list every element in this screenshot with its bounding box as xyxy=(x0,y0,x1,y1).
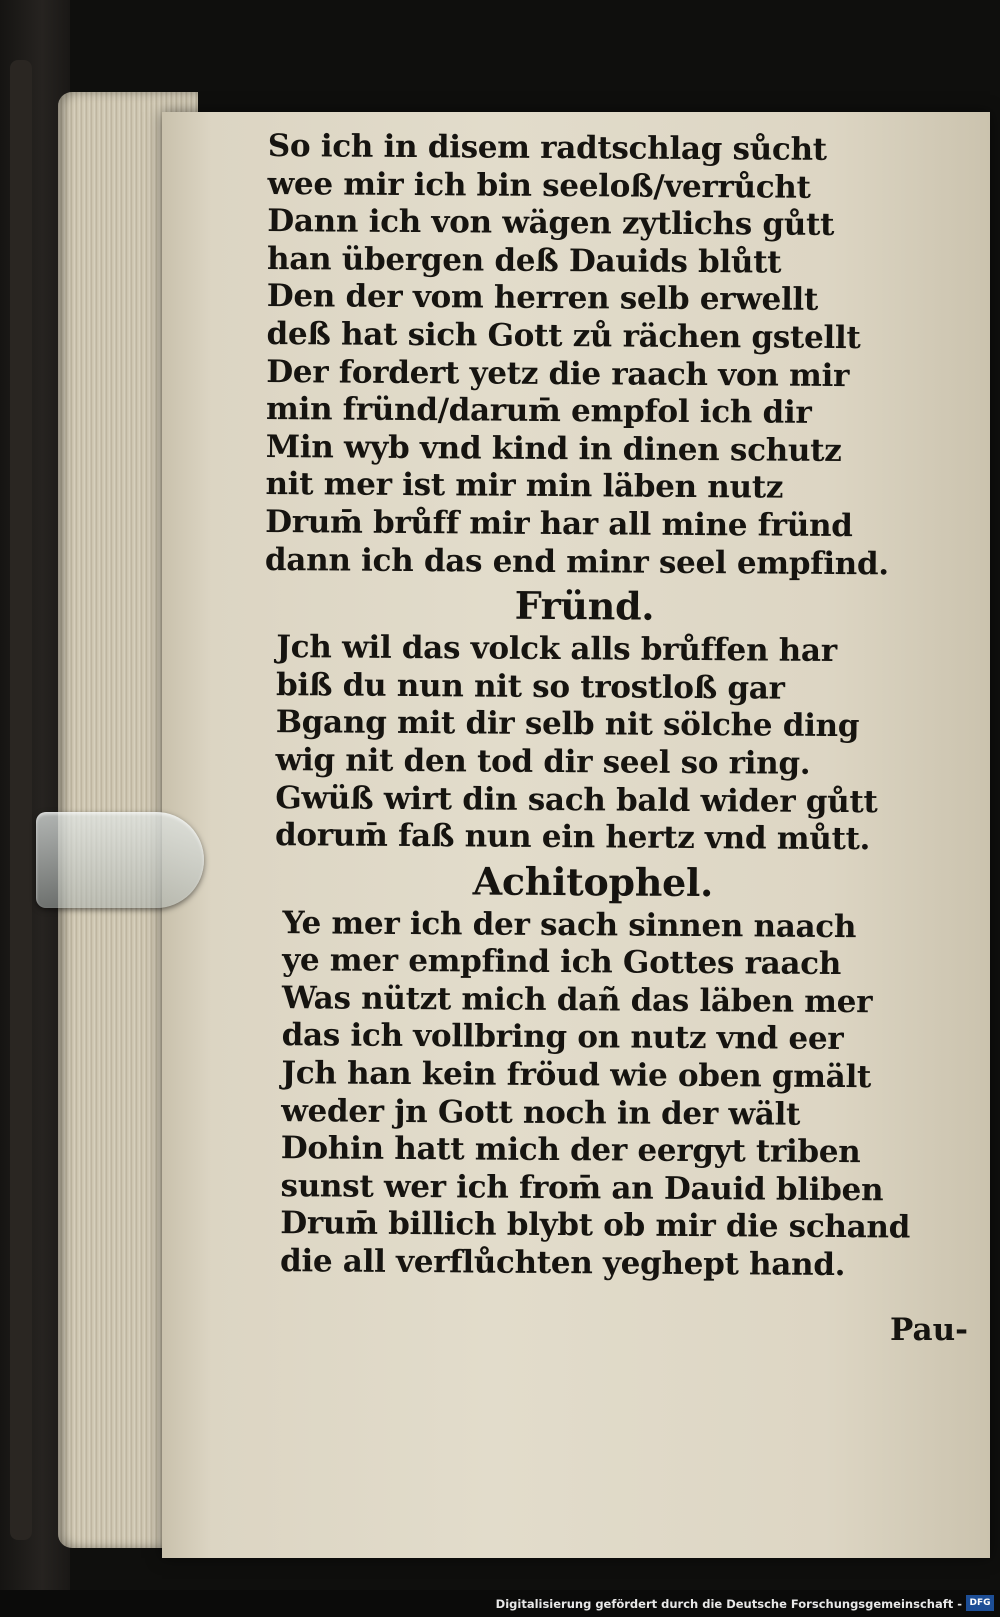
stanza-2 xyxy=(263,629,878,859)
verse-line: dann ich das end minr seel empfind. xyxy=(264,541,889,582)
verse-line: Bgang mit dir selb nit sölche ding xyxy=(275,704,860,745)
verse-line: Dann ich von wägen zytlichs gůtt xyxy=(267,203,835,244)
speaker-heading-achitophel: Achitophel. xyxy=(472,858,714,905)
spine-rod xyxy=(10,60,32,1540)
dfg-logo: DFG xyxy=(966,1595,994,1611)
verse-line: ye mer empfind ich Gottes raach xyxy=(282,942,842,983)
verse-line: Drum̄ brůff mir har all mine fründ xyxy=(265,503,853,545)
verse-line: min fründ/darum̄ empfol ich dir xyxy=(265,391,812,431)
verse-line: die all verflůchten yeghept hand. xyxy=(279,1243,846,1284)
verse-line: Jch wil das volck alls brůffen har xyxy=(276,629,837,670)
verse-line: Gwüß wirt din sach bald wider gůtt xyxy=(275,779,878,820)
verse-line: Den der vom herren selb erwellt xyxy=(266,278,819,319)
page-holder-clip xyxy=(36,812,204,908)
verse-line: Ye mer ich der sach sinnen naach xyxy=(282,904,857,945)
verse-line: Min wyb vnd kind in dinen schutz xyxy=(265,428,842,469)
funding-credit: Digitalisierung gefördert durch die Deutsche Forschungsgemeinschaft - xyxy=(495,1597,962,1611)
verse-line: biß du nun nit so trostloß gar xyxy=(275,666,785,707)
show-through-text xyxy=(860,132,980,1232)
verse-line: das ich vollbring on nutz vnd eer xyxy=(281,1017,844,1058)
verse-line: weder jn Gott noch in der wält xyxy=(281,1092,801,1133)
verse-line: deß hat sich Gott zů rächen gstellt xyxy=(266,315,861,357)
speaker-heading-fruend: Fründ. xyxy=(514,582,655,629)
verse-line: So ich in disem radtschlag sůcht xyxy=(267,128,827,168)
verse-line: Was nützt mich dañ das läben mer xyxy=(281,979,873,1021)
stanza-1 xyxy=(264,128,889,583)
catchword: Pau- xyxy=(890,1312,968,1348)
verse-line: sunst wer ich from̄ an Dauid bliben xyxy=(280,1167,884,1209)
stanza-3 xyxy=(260,904,911,1285)
page-text xyxy=(260,128,911,1285)
verse-line: wee mir ich bin seeloß/verrůcht xyxy=(267,165,811,206)
footer-bar xyxy=(0,1590,1000,1617)
verse-line: Drum̄ billich blybt ob mir die schand xyxy=(280,1205,911,1246)
verse-line: dorum̄ faß nun ein hertz vnd můtt. xyxy=(274,817,871,858)
verse-line: nit mer ist mir min läben nutz xyxy=(265,466,784,506)
verse-line: Dohin hatt mich der eergyt triben xyxy=(280,1130,861,1171)
verse-line: Der fordert yetz die raach von mir xyxy=(266,353,850,394)
verse-line: han übergen deß Dauids blůtt xyxy=(266,240,782,281)
verse-line: wig nit den tod dir seel so ring. xyxy=(275,741,811,782)
verse-line: Jch han kein fröud wie oben gmält xyxy=(281,1055,872,1096)
